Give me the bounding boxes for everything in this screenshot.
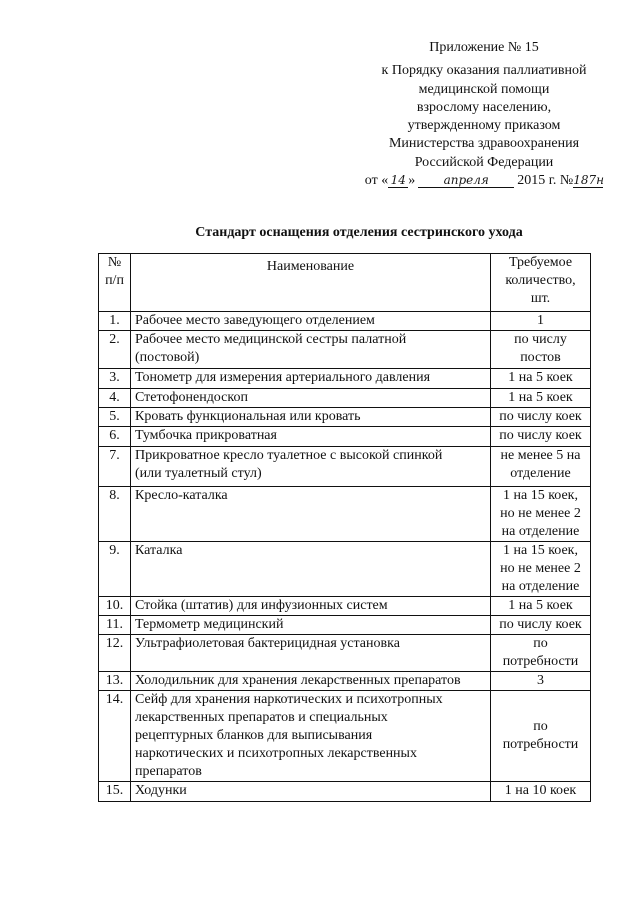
appendix-line: утвержденному приказом — [407, 118, 561, 134]
item-quantity: 1 на 5 коек — [491, 369, 591, 389]
item-quantity: по потребности — [491, 635, 591, 672]
item-quantity: не менее 5 на отделение — [491, 447, 591, 487]
appendix-line: Российской Федерации — [414, 154, 554, 170]
item-quantity: 1 на 10 коек — [491, 782, 591, 802]
item-quantity: по числу коек — [491, 427, 591, 447]
row-number: 2. — [99, 331, 131, 369]
row-number: 13. — [99, 672, 131, 691]
table-row — [99, 427, 591, 447]
header-quantity: Требуемое количество, шт. — [491, 254, 591, 312]
item-name: Рабочее место заведующего отделением — [131, 312, 491, 331]
table-row — [99, 447, 591, 487]
table-row — [99, 369, 591, 389]
appendix-number: Приложение № 15 — [429, 40, 539, 55]
document-title: Стандарт оснащения отделения сестринского ухода — [195, 225, 523, 240]
item-name: Рабочее место медицинской сестры палатной (постовой) — [131, 331, 491, 369]
item-name: Кровать функциональная или кровать — [131, 408, 491, 427]
table-row — [99, 542, 591, 597]
item-quantity: 1 — [491, 312, 591, 331]
item-name: Стойка (штатив) для инфузионных систем — [131, 597, 491, 616]
table-row — [99, 408, 591, 427]
order-date-line — [350, 172, 618, 190]
table-row — [99, 389, 591, 408]
table-row — [99, 616, 591, 635]
row-number: 15. — [99, 782, 131, 802]
row-number: 11. — [99, 616, 131, 635]
equipment-table — [98, 253, 591, 802]
table-row — [99, 782, 591, 802]
appendix-line: взрослому населению, — [416, 99, 552, 115]
item-name: Ультрафиолетовая бактерицидная установка — [131, 635, 491, 672]
date-day-close: » — [408, 173, 416, 189]
table-row — [99, 487, 591, 542]
item-name: Ходунки — [131, 782, 491, 802]
row-number: 12. — [99, 635, 131, 672]
date-year: 2015 г. № — [517, 173, 574, 189]
item-quantity: по потребности — [491, 691, 591, 782]
header-number: № п/п — [99, 254, 131, 312]
row-number: 14. — [99, 691, 131, 782]
header-name: Наименование — [131, 254, 491, 312]
item-quantity: по числу коек — [491, 408, 591, 427]
order-number-handwritten: 187н — [573, 173, 605, 188]
row-number: 3. — [99, 369, 131, 389]
item-quantity: по числу коек — [491, 616, 591, 635]
table-row — [99, 312, 591, 331]
item-name: Стетофонендоскоп — [131, 389, 491, 408]
appendix-header — [350, 39, 618, 190]
item-name: Тонометр для измерения артериального давления — [131, 369, 491, 389]
item-quantity: 1 на 15 коек, но не менее 2 на отделение — [491, 487, 591, 542]
row-number: 7. — [99, 447, 131, 487]
row-number: 5. — [99, 408, 131, 427]
table-row — [99, 691, 591, 782]
item-name: Прикроватное кресло туалетное с высокой спинкой (или туалетный стул) — [131, 447, 491, 487]
row-number: 8. — [99, 487, 131, 542]
item-quantity: 1 на 5 коек — [491, 597, 591, 616]
item-quantity: по числу постов — [491, 331, 591, 369]
table-row — [99, 597, 591, 616]
appendix-line: к Порядку оказания паллиативной — [381, 63, 587, 79]
table-row — [99, 331, 591, 369]
date-month-handwritten: апреля — [418, 173, 514, 188]
row-number: 4. — [99, 389, 131, 408]
item-name: Термометр медицинский — [131, 616, 491, 635]
item-name: Сейф для хранения наркотических и психотропных лекарственных препаратов и специальных рецептурных бланков для выписывания наркотических и психотропных лекарственных препаратов — [131, 691, 491, 782]
item-name: Тумбочка прикроватная — [131, 427, 491, 447]
row-number: 10. — [99, 597, 131, 616]
item-quantity: 1 на 15 коек, но не менее 2 на отделение — [491, 542, 591, 597]
row-number: 1. — [99, 312, 131, 331]
table-row — [99, 672, 591, 691]
table-header-row — [99, 254, 591, 312]
item-quantity: 1 на 5 коек — [491, 389, 591, 408]
item-quantity: 3 — [491, 672, 591, 691]
item-name: Каталка — [131, 542, 491, 597]
row-number: 6. — [99, 427, 131, 447]
table-row — [99, 635, 591, 672]
row-number: 9. — [99, 542, 131, 597]
item-name: Холодильник для хранения лекарственных препаратов — [131, 672, 491, 691]
date-day-handwritten: 14 — [388, 173, 408, 188]
appendix-line: Министерства здравоохранения — [388, 136, 580, 152]
item-name: Кресло-каталка — [131, 487, 491, 542]
appendix-line: медицинской помощи — [418, 81, 550, 97]
date-prefix: от « — [364, 173, 389, 189]
